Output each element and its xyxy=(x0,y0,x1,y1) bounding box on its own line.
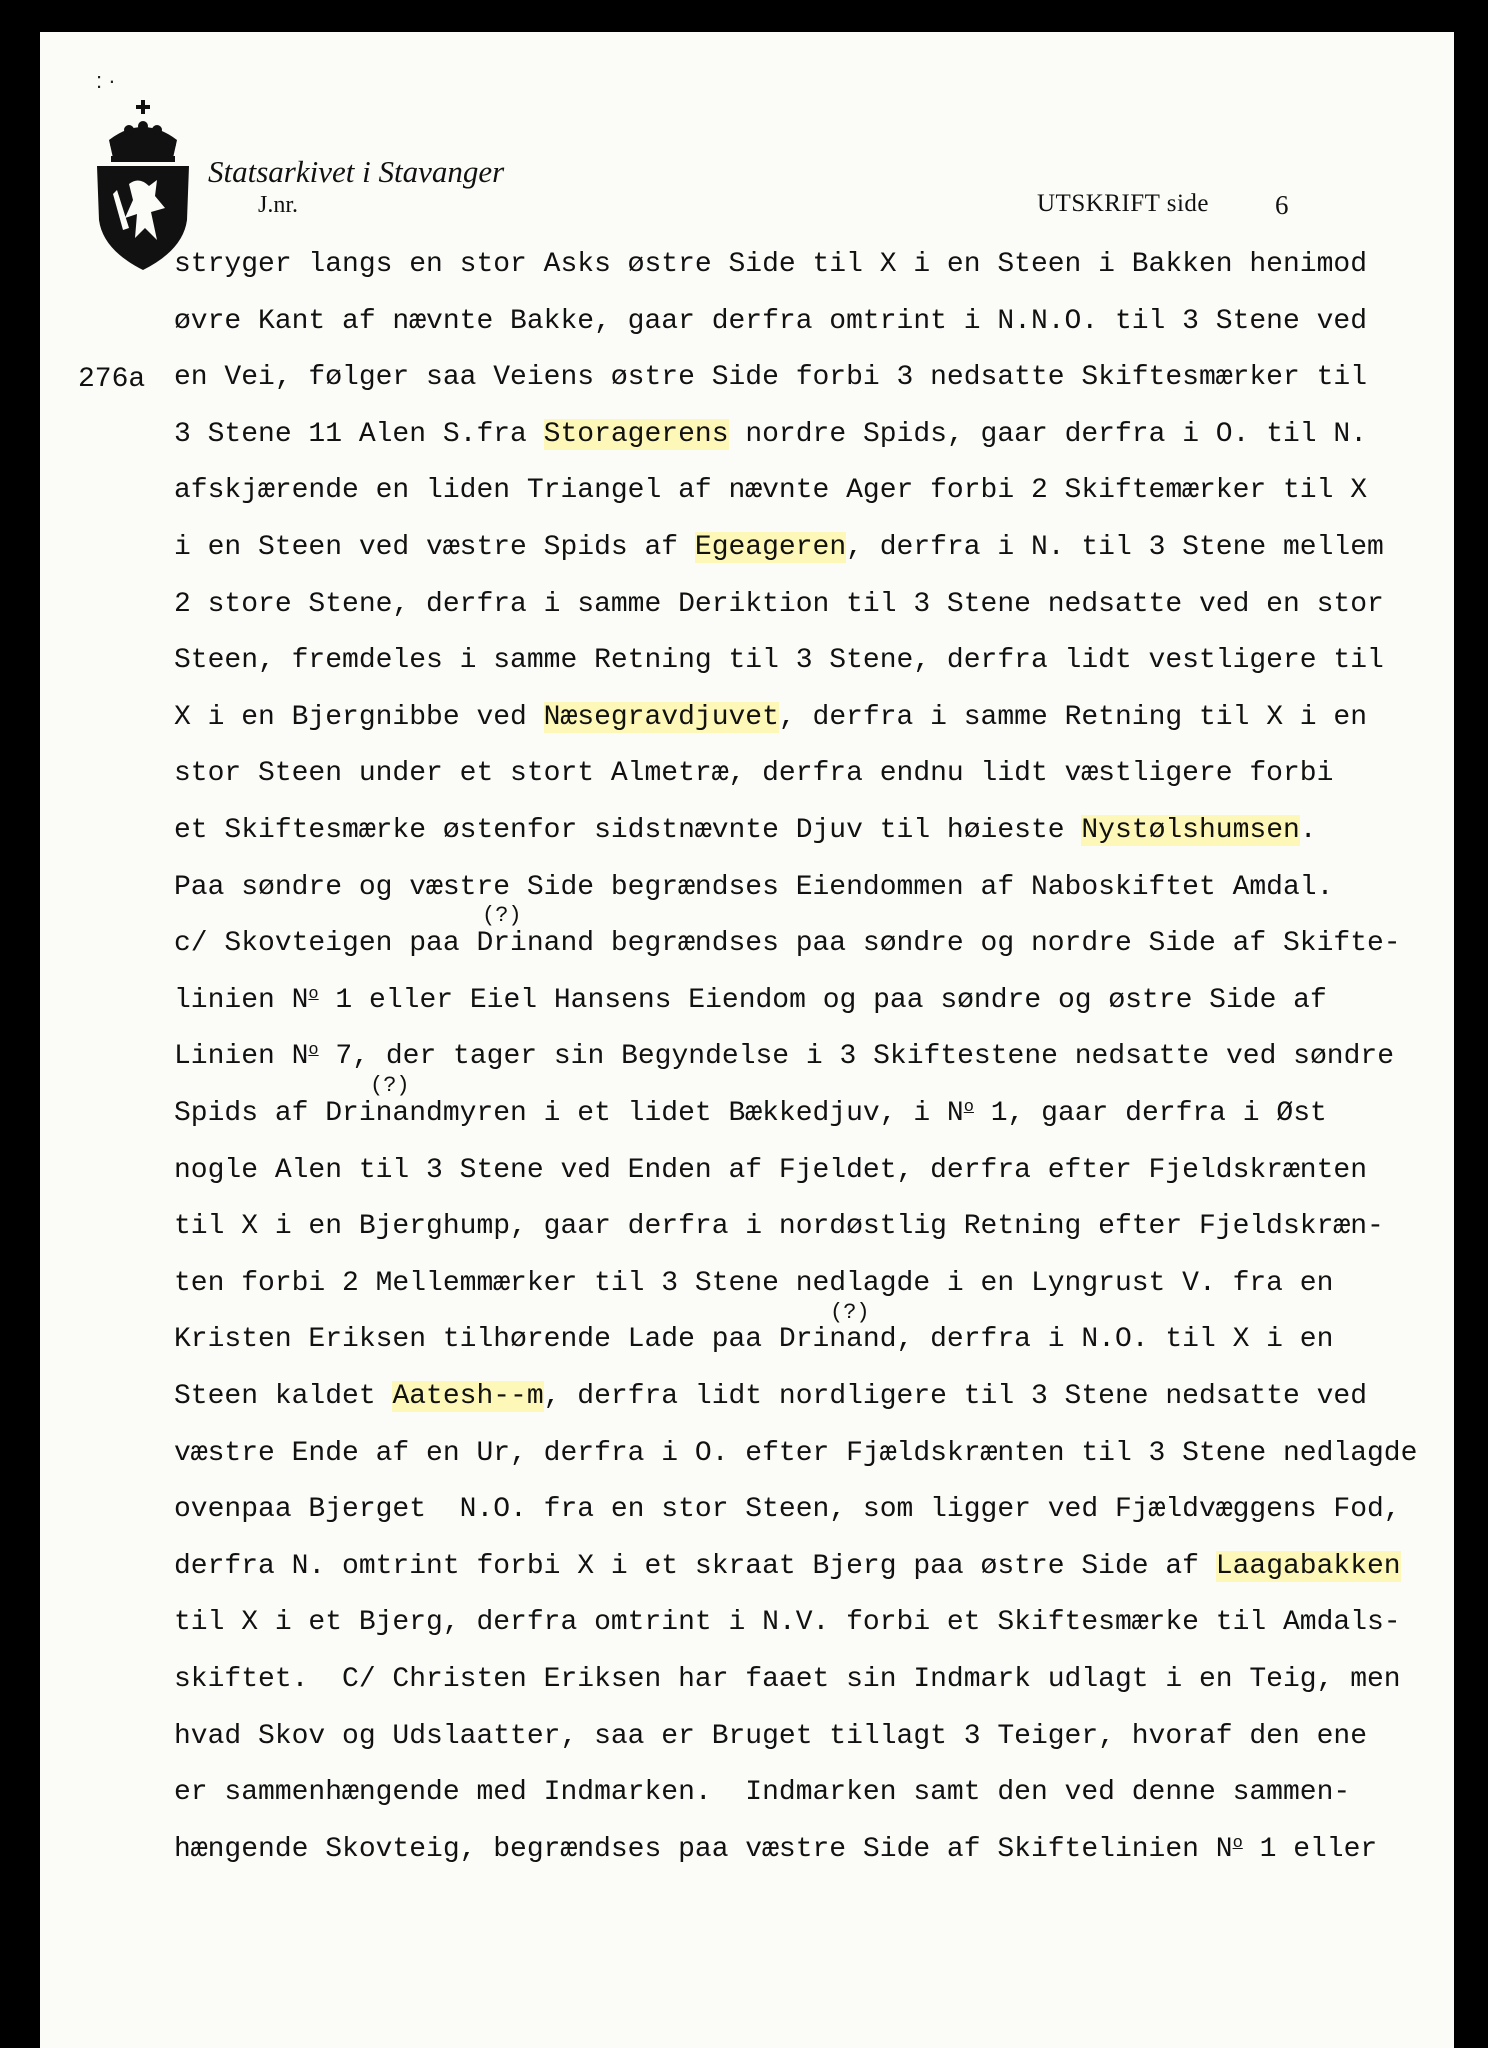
highlighted-place-name: Storagerens xyxy=(543,418,729,450)
text-segment: Paa søndre og væstre Side begrændses Eiendommen af Naboskiftet Amdal. xyxy=(174,871,1334,903)
text-line xyxy=(174,702,1367,733)
text-segment: øvre Kant af nævnte Bakke, gaar derfra omtrint i N.N.O. til 3 Stene ved xyxy=(174,305,1367,337)
text-segment: Steen kaldet xyxy=(174,1381,393,1412)
text-line xyxy=(174,758,1333,789)
uncertain-annotation: (?) xyxy=(482,903,522,928)
text-line xyxy=(174,985,1327,1016)
text-segment: linien N xyxy=(174,984,309,1016)
text-line xyxy=(174,1098,1327,1129)
text-line xyxy=(174,475,1367,506)
highlighted-place-name: Laagabakken xyxy=(1215,1550,1401,1582)
text-segment: hvad Skov og Udslaatter, saa er Bruget tillagt 3 Teiger, hvoraf den ene xyxy=(174,1720,1367,1752)
text-segment: Spids af Drinandmyren i et lidet Bækkedjuv, i N xyxy=(174,1098,964,1129)
archive-name: Statsarkivet i Stavanger xyxy=(208,154,505,189)
highlighted-place-name: Nystølshumsen xyxy=(1081,815,1300,846)
text-line xyxy=(174,362,1367,393)
text-line xyxy=(174,1551,1401,1582)
text-segment: , derfra lidt nordligere til 3 Stene nedsatte ved xyxy=(543,1381,1368,1412)
text-segment: hængende Skovteig, begrændses paa væstre Side af Skiftelinien N xyxy=(174,1833,1233,1865)
utskrift-label: UTSKRIFT side xyxy=(1037,190,1210,217)
text-line xyxy=(174,419,1367,450)
text-segment: , derfra i samme Retning til X i en xyxy=(778,701,1368,733)
text-segment: i en Steen ved væstre Spids af xyxy=(174,532,695,563)
number-sign-superscript: o xyxy=(1232,1833,1243,1853)
text-segment: nordre Spids, gaar derfra i O. til N. xyxy=(728,418,1368,450)
text-line xyxy=(174,532,1384,563)
text-segment: et Skiftesmærke østenfor sidstnævnte Djuv til høieste xyxy=(174,815,1082,846)
text-line xyxy=(174,1041,1394,1072)
text-line xyxy=(174,872,1333,903)
text-line xyxy=(174,249,1367,280)
text-line xyxy=(174,1834,1377,1865)
text-segment: til X i et Bjerg, derfra omtrint i N.V. forbi et Skiftesmærke til Amdals- xyxy=(174,1607,1401,1639)
text-segment: c/ Skovteigen paa Drinand begrændses paa søndre og nordre Side af Skifte- xyxy=(174,928,1401,960)
text-line xyxy=(174,1211,1384,1242)
text-segment: er sammenhængende med Indmarken. Indmarken samt den ved denne sammen- xyxy=(174,1777,1351,1809)
text-line xyxy=(174,1777,1350,1808)
number-sign-superscript: o xyxy=(308,984,319,1004)
text-line xyxy=(174,1268,1333,1299)
journal-number-label: J.nr. xyxy=(258,192,299,218)
text-line xyxy=(174,1155,1367,1186)
text-line xyxy=(174,1324,1333,1355)
norwegian-coat-of-arms-icon xyxy=(95,100,191,272)
text-segment: 7, der tager sin Begyndelse i 3 Skiftestene nedsatte ved søndre xyxy=(318,1041,1394,1073)
text-segment: derfra N. omtrint forbi X i et skraat Bjerg paa østre Side af xyxy=(174,1550,1216,1582)
text-segment: 3 Stene 11 Alen S.fra xyxy=(174,418,544,450)
text-line xyxy=(174,1664,1401,1695)
uncertain-annotation: (?) xyxy=(830,1300,870,1325)
text-segment: til X i en Bjerghump, gaar derfra i nordøstlig Retning efter Fjeldskræn- xyxy=(174,1211,1384,1243)
text-segment: , derfra i N. til 3 Stene mellem xyxy=(846,532,1384,563)
text-segment: ten forbi 2 Mellemmærker til 3 Stene nedlagde i en Lyngrust V. fra en xyxy=(174,1267,1334,1299)
text-segment: afskjærende en liden Triangel af nævnte Ager forbi 2 Skiftemærker til X xyxy=(174,475,1367,507)
text-line xyxy=(174,306,1367,337)
text-segment: Linien N xyxy=(174,1041,309,1073)
text-line xyxy=(174,1607,1401,1638)
text-segment: en Vei, følger saa Veiens østre Side forbi 3 nedsatte Skiftesmærker til xyxy=(174,362,1367,394)
text-line xyxy=(174,1721,1367,1752)
page-number: 6 xyxy=(1275,190,1289,220)
text-segment: ovenpaa Bjerget N.O. fra en stor Steen, som ligger ved Fjældvæggens Fod, xyxy=(174,1494,1401,1526)
text-line xyxy=(174,928,1401,959)
highlighted-place-name: Egeageren xyxy=(694,532,847,563)
text-segment: . xyxy=(1299,815,1317,846)
text-segment: stryger langs en stor Asks østre Side til X i en Steen i Bakken henimod xyxy=(174,249,1367,280)
text-segment: nogle Alen til 3 Stene ved Enden af Fjeldet, derfra efter Fjeldskrænten xyxy=(174,1154,1367,1186)
number-sign-superscript: o xyxy=(963,1098,974,1117)
text-line xyxy=(174,1494,1401,1525)
text-segment: X i en Bjergnibbe ved xyxy=(174,701,544,733)
number-sign-superscript: o xyxy=(308,1041,319,1061)
text-line xyxy=(174,815,1317,846)
text-segment: 2 store Stene, derfra i samme Deriktion til 3 Stene nedsatte ved en stor xyxy=(174,588,1384,620)
text-segment: Steen, fremdeles i samme Retning til 3 Stene, derfra lidt vestligere til xyxy=(174,645,1384,677)
scan-marks: : · xyxy=(96,68,116,93)
highlighted-place-name: Næsegravdjuvet xyxy=(543,701,779,733)
text-segment: 1 eller xyxy=(1242,1833,1378,1865)
text-line xyxy=(174,1438,1417,1469)
text-line xyxy=(174,589,1384,620)
text-segment: Kristen Eriksen tilhørende Lade paa Drinand, derfra i N.O. til X i en xyxy=(174,1324,1334,1356)
margin-note: 276a xyxy=(78,364,146,395)
text-segment: 1, gaar derfra i Øst xyxy=(973,1098,1327,1129)
uncertain-annotation: (?) xyxy=(370,1073,410,1098)
text-segment: skiftet. C/ Christen Eriksen har faaet sin Indmark udlagt i en Teig, men xyxy=(174,1664,1401,1695)
text-segment: væstre Ende af en Ur, derfra i O. efter Fjældskrænten til 3 Stene nedlagde xyxy=(174,1437,1418,1469)
text-line xyxy=(174,645,1384,676)
highlighted-place-name: Aatesh--m xyxy=(392,1381,544,1412)
text-line xyxy=(174,1381,1367,1412)
text-segment: 1 eller Eiel Hansens Eiendom og paa søndre og østre Side af xyxy=(318,984,1327,1016)
text-segment: stor Steen under et stort Almetræ, derfra endnu lidt væstligere forbi xyxy=(174,758,1334,790)
